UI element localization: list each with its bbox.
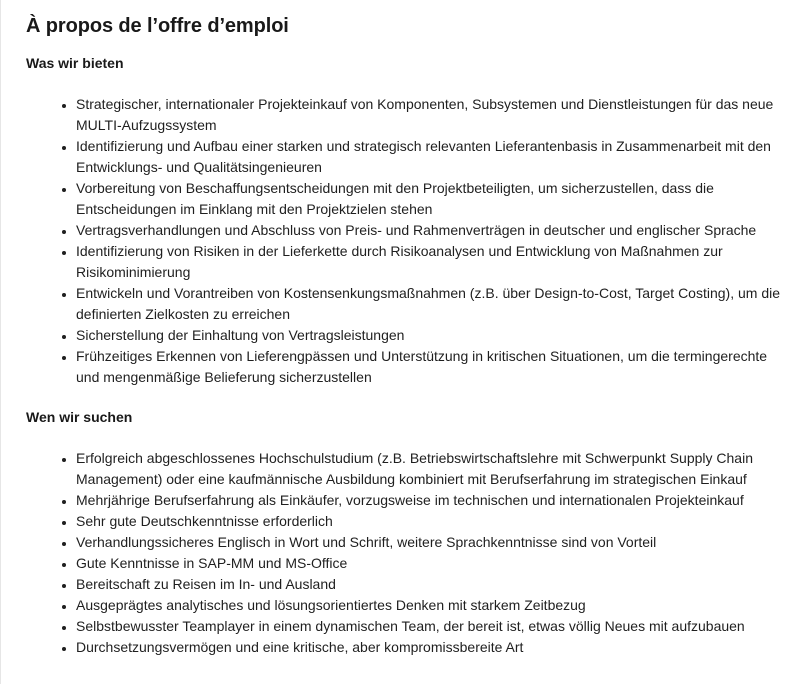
list-item: • Sicherstellung der Einhaltung von Vertragsleistungen [76,325,793,346]
section-who-we-seek [26,407,793,658]
section-heading: Was wir bieten [26,55,124,71]
list-item: • Erfolgreich abgeschlossenes Hochschulstudium (z.B. Betriebswirtschaftslehre mit Schwerpunkt Supply Chain Management) oder eine kaufmännische Ausbildung kombiniert mit Berufserfahrung im strategischen Einkauf [76,448,793,490]
list-item: • Vertragsverhandlungen und Abschluss von Preis- und Rahmenverträgen in deutscher und englischer Sprache [76,220,793,241]
section-what-we-offer [26,53,793,388]
list-item: • Gute Kenntnisse in SAP-MM und MS-Office [76,553,793,574]
list-item: • Sehr gute Deutschkenntnisse erforderlich [76,511,793,532]
list-item: • Identifizierung von Risiken in der Lieferkette durch Risikoanalysen und Entwicklung von Maßnahmen zur Risikominimierung [76,241,793,283]
page-title: À propos de l’offre d’emploi [26,15,289,37]
list-item: • Ausgeprägtes analytisches und lösungsorientiertes Denken mit starkem Zeitbezug [76,595,793,616]
list-item: • Strategischer, internationaler Projekteinkauf von Komponenten, Subsystemen und Dienstleistungen für das neue MULTI-Aufzugssystem [76,94,793,136]
list-item: • Bereitschaft zu Reisen im In- und Ausland [76,574,793,595]
list-item: • Verhandlungssicheres Englisch in Wort und Schrift, weitere Sprachkenntnisse sind von Vorteil [76,532,793,553]
job-description [1,0,803,658]
list-item: • Durchsetzungsvermögen und eine kritische, aber kompromissbereite Art [76,637,793,658]
section-heading: Wen wir suchen [26,409,133,425]
list-item: • Identifizierung und Aufbau einer starken und strategisch relevanten Lieferantenbasis in Zusammenarbeit mit den Entwicklungs- und Qualitätsingenieuren [76,136,793,178]
list-item: • Frühzeitiges Erkennen von Lieferengpässen und Unterstützung in kritischen Situationen, um die termingerechte und mengenmäßige Belieferung sicherzustellen [76,346,793,388]
list-item: • Vorbereitung von Beschaffungsentscheidungen mit den Projektbeteiligten, um sicherzustellen, dass die Entscheidungen im Einklang mit den Projektzielen stehen [76,178,793,220]
list-item: • Selbstbewusster Teamplayer in einem dynamischen Team, der bereit ist, etwas völlig Neues mit aufzubauen [76,616,793,637]
list-item: • Mehrjährige Berufserfahrung als Einkäufer, vorzugsweise im technischen und internationalen Projekteinkauf [76,490,793,511]
requirements-list [26,448,793,658]
list-item: • Entwickeln und Vorantreiben von Kostensenkungsmaßnahmen (z.B. über Design-to-Cost, Target Costing), um die definierten Zielkosten zu erreichen [76,283,793,325]
offer-list [26,94,793,388]
